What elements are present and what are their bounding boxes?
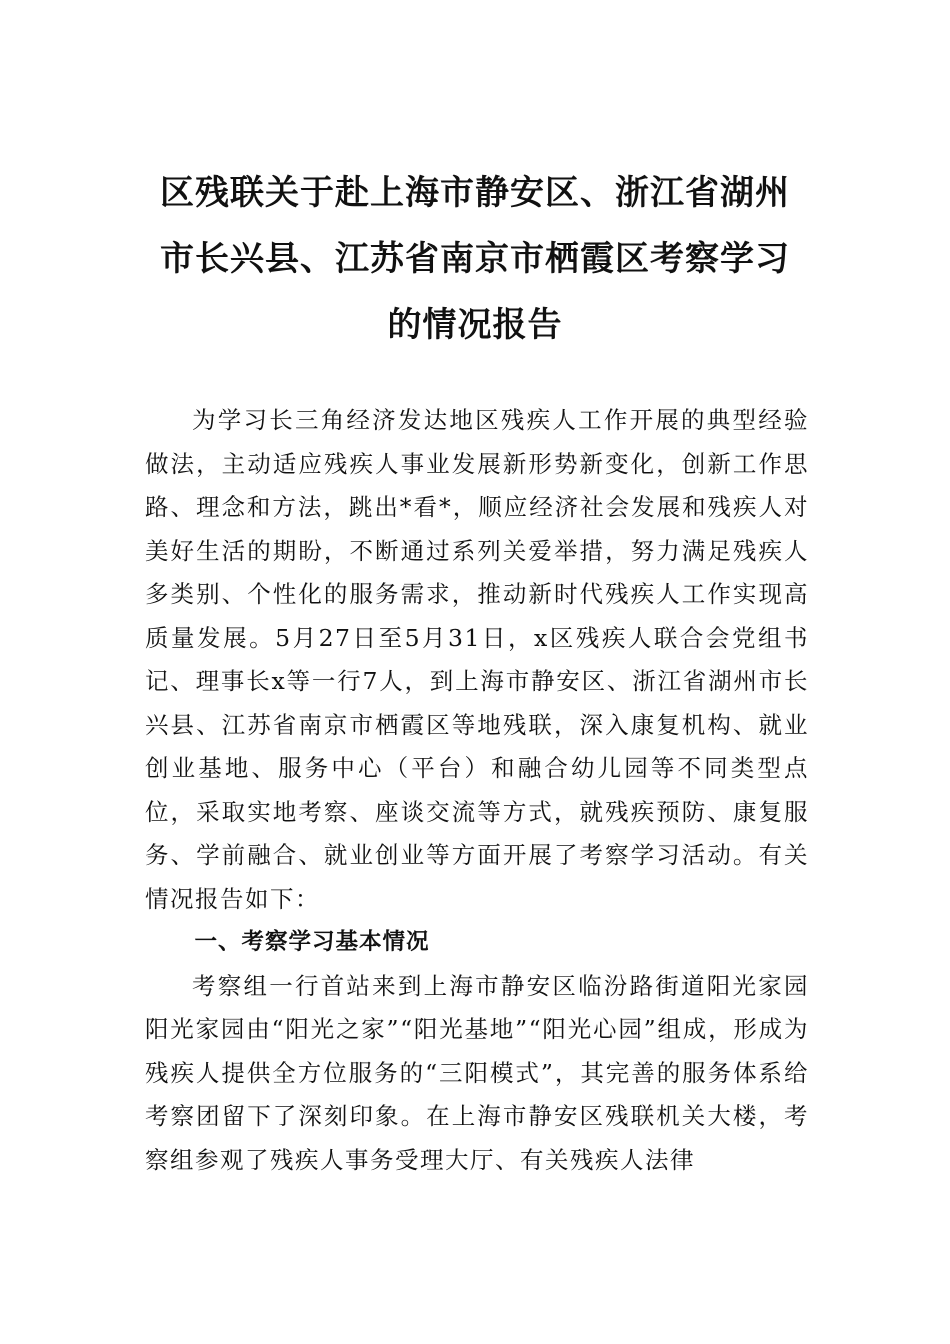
- section-paragraph: 考察组一行首站来到上海市静安区临汾路街道阳光家园阳光家园由“阳光之家”“阳光基地”“阳光心园”组成，形成为残疾人提供全方位服务的“三阳模式”，其完善的服务体系给考察团留下了深刻印象。在上海市静安区残联机关大楼，考察组参观了残疾人事务受理大厅、有关残疾人法律: [145, 971, 809, 1174]
- section-heading: 一、考察学习基本情况: [194, 929, 430, 955]
- document-body: [145, 399, 809, 1182]
- document-title: [140, 160, 810, 358]
- title-line-2: 市长兴县、江苏省南京市栖霞区考察学习: [160, 239, 790, 279]
- title-line-3: 的情况报告: [387, 305, 563, 345]
- intro-paragraph: 为学习长三角经济发达地区残疾人工作开展的典型经验做法，主动适应残疾人事业发展新形势新变化，创新工作思路、理念和方法，跳出*看*，顺应经济社会发展和残疾人对美好生活的期盼，不断通过系列关爱举措，努力满足残疾人多类别、个性化的服务需求，推动新时代残疾人工作实现高质量发展。5月27日至5月31日，x区残疾人联合会党组书记、理事长x等一行7人，到上海市静安区、浙江省湖州市长兴县、江苏省南京市栖霞区等地残联，深入康复机构、就业创业基地、服务中心（平台）和融合幼儿园等不同类型点位，采取实地考察、座谈交流等方式，就残疾预防、康复服务、学前融合、就业创业等方面开展了考察学习活动。有关情况报告如下：: [145, 406, 809, 913]
- title-line-1: 区残联关于赴上海市静安区、浙江省湖州: [160, 173, 790, 213]
